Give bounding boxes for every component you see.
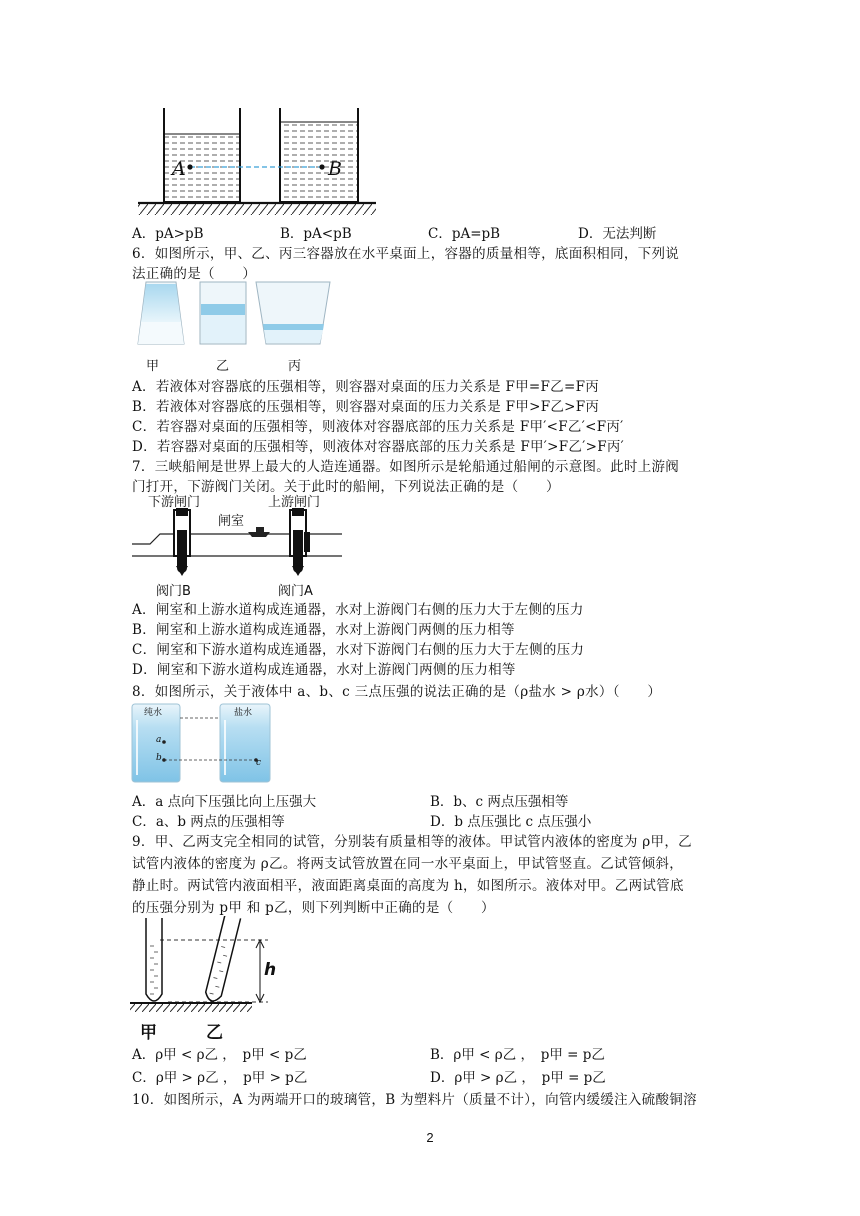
q8-option-d[interactable]: D．b 点压强比 c 点压强小 <box>430 814 592 830</box>
q8-label-a: a <box>156 735 162 745</box>
q8-label-salt: 盐水 <box>234 708 253 718</box>
q6-stem-line1: 6．如图所示，甲、乙、丙三容器放在水平桌面上，容器的质量相等，底面积相同，下列说 <box>132 246 680 262</box>
right-container-liquid <box>280 122 358 202</box>
q6-option-a[interactable]: A．若液体对容器底的压强相等，则容器对桌面的压力关系是 F甲=F乙=F丙 <box>132 379 600 395</box>
q5-option-d[interactable]: D．无法判断 <box>578 226 657 242</box>
q8-label-b: b <box>156 753 162 763</box>
q6-option-d[interactable]: D．若容器对桌面的压强相等，则液体对容器底部的压力关系是 F甲′>F乙′>F丙′ <box>132 439 625 455</box>
q7-stem-line2: 门打开，下游阀门关闭。关于此时的船闸，下列说法正确的是（ ） <box>132 479 560 495</box>
liquid-yi-surface <box>201 304 245 315</box>
q7-label-valve-a: 阀门A <box>278 584 313 599</box>
page-number: 2 <box>426 1130 434 1145</box>
q7-label-chamber: 闸室 <box>218 514 245 529</box>
point-a <box>162 740 166 744</box>
q7-label-up-gate: 上游闸门 <box>268 495 321 510</box>
left-gate-block <box>177 530 187 566</box>
q6-stem-line2: 法正确的是（ ） <box>132 266 257 282</box>
q9-stem-line4: 的压强分别为 p甲 和 p乙，则下列判断中正确的是（ ） <box>132 900 495 916</box>
q9-option-b[interactable]: B．ρ甲 < ρ乙 ， p甲 = p乙 <box>430 1047 605 1063</box>
q8-stem: 8．如图所示，关于液体中 a、b、c 三点压强的说法正确的是（ρ盐水 > ρ水）（ ） <box>132 684 662 700</box>
ship <box>248 532 270 537</box>
point-b <box>319 164 324 169</box>
q5-figure <box>132 104 382 216</box>
point-b <box>162 758 166 762</box>
tube-jia <box>146 918 162 1001</box>
q9-stem-line3: 静止时。两试管内液面相平，液面距离桌面的高度为 h，如图所示。液体对甲。乙两试管底 <box>132 878 684 894</box>
ground-hatch <box>138 204 376 215</box>
q9-label-jia: 甲 <box>140 1023 157 1043</box>
q9-label-h: h <box>264 960 277 980</box>
q6-label-bing: 丙 <box>288 359 302 374</box>
liquid-jia <box>141 284 181 322</box>
q9-stem-line1: 9．甲、乙两支完全相同的试管，分别装有质量相等的液体。甲试管内液体的密度为 ρ甲，乙 <box>132 834 692 850</box>
q5-option-a[interactable]: A．pA>pB <box>132 226 204 242</box>
q7-label-valve-b: 阀门B <box>156 584 191 599</box>
q6-option-c[interactable]: C．若容器对桌面的压强相等，则液体对容器底部的压力关系是 F甲′<F乙′<F丙′ <box>132 419 624 435</box>
q7-option-d[interactable]: D．闸室和下游水道构成连通器，水对上游阀门两侧的压力相等 <box>132 662 516 678</box>
q6-figure <box>128 278 338 358</box>
q8-option-a[interactable]: A．a 点向下压强比向上压强大 <box>132 794 317 810</box>
q8-label-c: c <box>256 758 262 768</box>
q9-label-yi: 乙 <box>206 1023 223 1043</box>
q5-label-a: A <box>172 158 186 180</box>
q9-option-c[interactable]: C．ρ甲 > ρ乙 ， p甲 > p乙 <box>132 1070 308 1086</box>
q5-option-b[interactable]: B．pA<pB <box>280 226 352 242</box>
q9-figure <box>128 916 278 1016</box>
point-a <box>187 164 192 169</box>
q7-label-down-gate: 下游闸门 <box>148 495 201 510</box>
q6-option-b[interactable]: B．若液体对容器底的压强相等，则容器对桌面的压力关系是 F甲>F乙>F丙 <box>132 399 600 415</box>
q6-label-jia: 甲 <box>146 359 160 374</box>
q8-label-pure: 纯水 <box>144 708 163 718</box>
tube-yi <box>204 916 241 1003</box>
q8-option-b[interactable]: B．b、c 两点压强相等 <box>430 794 569 810</box>
q8-option-c[interactable]: C．a、b 两点的压强相等 <box>132 814 285 830</box>
q7-stem-line1: 7．三峡船闸是世界上最大的人造连通器。如图所示是轮船通过船闸的示意图。此时上游阀 <box>132 459 680 475</box>
q6-label-yi: 乙 <box>216 359 230 374</box>
q5-option-c[interactable]: C．pA=pB <box>428 226 501 242</box>
q7-option-c[interactable]: C．闸室和下游水道构成连通器，水对下游阀门右侧的压力大于左侧的压力 <box>132 642 585 658</box>
q9-option-d[interactable]: D．ρ甲 > ρ乙 ， p甲 = p乙 <box>430 1070 606 1086</box>
q9-stem-line2: 试管内液体的密度为 ρ乙。将两支试管放置在同一水平桌面上，甲试管竖直。乙试管倾斜， <box>132 856 684 872</box>
q10-stem: 10．如图所示，A 为两端开口的玻璃管，B 为塑料片（质量不计），向管内缓缓注入硫酸铜溶 <box>132 1092 697 1108</box>
liquid-bing-surface <box>263 324 324 330</box>
q9-option-a[interactable]: A．ρ甲 < ρ乙 ， p甲 < p乙 <box>132 1047 307 1063</box>
right-gate-block <box>293 530 303 566</box>
q7-option-b[interactable]: B．闸室和上游水道构成连通器，水对上游阀门两侧的压力相等 <box>132 622 515 638</box>
q5-label-b: B <box>328 158 342 180</box>
q7-option-a[interactable]: A．闸室和上游水道构成连通器，水对上游阀门右侧的压力大于左侧的压力 <box>132 602 584 618</box>
